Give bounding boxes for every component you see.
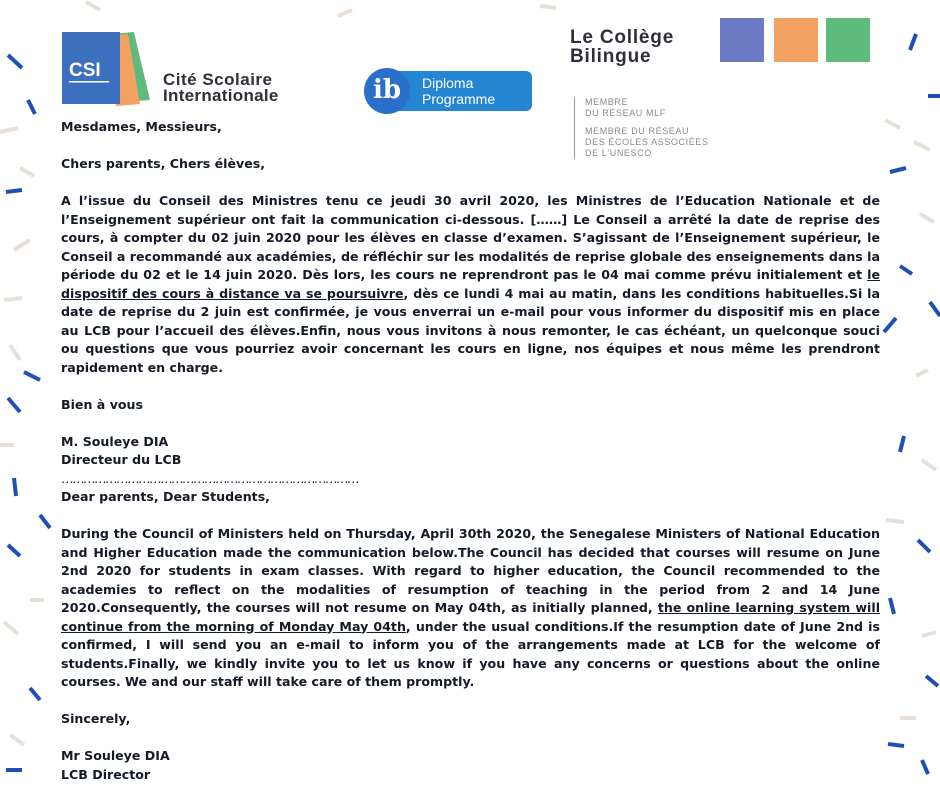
member2-line3: DE L'UNESCO	[585, 148, 652, 158]
member2-line1: MEMBRE DU RÉSEAU	[585, 126, 690, 136]
fr-closing: Bien à vous	[61, 396, 144, 412]
csi-logo-text: CSI	[69, 60, 101, 81]
lcb-green-square	[826, 18, 870, 62]
csi-name-line2: Internationale	[163, 86, 279, 105]
separator: ………………………………………………………………………	[61, 470, 358, 486]
csi-name	[163, 72, 279, 104]
en-title: LCB Director	[61, 766, 151, 782]
fr-greeting-2: Chers parents, Chers élèves,	[61, 156, 266, 171]
fr-underlined-text: le dispositif des cours à distance va se poursuivre	[61, 267, 880, 301]
fr-text-1: A l’issue du Conseil des Ministres tenu ce jeudi 30 avril 2020, les Ministres de l’Education Nationale et de l’Enseignement supérieur ont fait la communication ci-dessous. [……] Le Conseil a arrêté la date de reprise des cours, à compter du 02 juin 2020 pour les élèves en classe d’examen. S’agissant de l’Enseignement supérieur, le Conseil a recommandé aux académies, de réfléchir sur les modalités de reprise globale des enseignements dans la période du 02 et le 14 juin 2020. Dès lors, les cours ne reprendront pas le 04 mai comme prévu initialement et	[61, 193, 880, 282]
member2-line2: DES ÉCOLES ASSOCIÉES	[585, 137, 709, 147]
en-text-1: During the Council of Ministers held on Thursday, April 30th 2020, the Senegalese Ministers of National Education and Higher Education made the communication below.The Council has decided that courses will resume on June 2nd 2020 for students in exam classes. With regard to higher education, the Council recommended to the academies to reflect on the modalities of resumption of teaching in the period from 2 and 14 June 2020.Consequently, the courses will not resume on May 04th, as initially planned,	[61, 526, 880, 615]
member1-line2: DU RÉSEAU MLF	[585, 108, 666, 118]
en-underlined-text: the online learning system will continue from the morning of Monday May 04th	[61, 600, 881, 634]
en-signer: Mr Souleye DIA	[61, 748, 170, 763]
fr-greeting-1: Mesdames, Messieurs,	[61, 119, 222, 134]
en-greeting: Dear parents, Dear Students,	[61, 489, 270, 504]
lcb-orange-square	[774, 18, 818, 62]
ib-band	[394, 71, 532, 111]
en-text-2: , under the usual conditions.If the resumption date of June 2nd is confirmed, I will send you an e-mail to inform you of the arrangements made at LCB for the welcome of students.Finally, we kindly invite you to let us know if you have any concerns or questions about the online courses. We and our staff will take care of them promptly.	[61, 618, 880, 689]
csi-logo	[60, 28, 160, 108]
ib-diploma-logo	[364, 68, 534, 118]
en-closing: Sincerely,	[61, 711, 131, 726]
fr-signer: M. Souleye DIA	[61, 433, 169, 449]
lcb-line2: Bilingue	[570, 46, 652, 67]
ib-line2: Programme	[422, 91, 496, 107]
member1-line1: MEMBRE	[585, 97, 629, 107]
lcb-line1: Le Collège	[570, 27, 675, 48]
csi-name-line1: Cité Scolaire	[163, 70, 273, 89]
lcb-blue-square	[720, 18, 764, 62]
fr-paragraph	[61, 192, 880, 377]
fr-title: Directeur du LCB	[61, 452, 182, 467]
letter-body	[61, 118, 880, 784]
fr-text-2: , dès ce lundi 4 mai au matin, dans les conditions habituelles.Si la date de reprise du 2 juin est confirmée, je vous enverrai un e-mail pour vous informer du dispositif mis en place au LCB pour l’accueil des élèves.Enfin, nous vous invitons à nous remonter, le cas échéant, un quelconque souci ou questions que vous pourriez avoir concernant les cours en ligne, nos équipes et nous même les prendront rapidement en charge.	[61, 285, 880, 375]
en-paragraph	[61, 525, 880, 692]
ib-line1: Diploma	[422, 75, 474, 91]
lcb-logo	[570, 28, 674, 66]
ib-circle-icon: ib	[364, 68, 410, 114]
